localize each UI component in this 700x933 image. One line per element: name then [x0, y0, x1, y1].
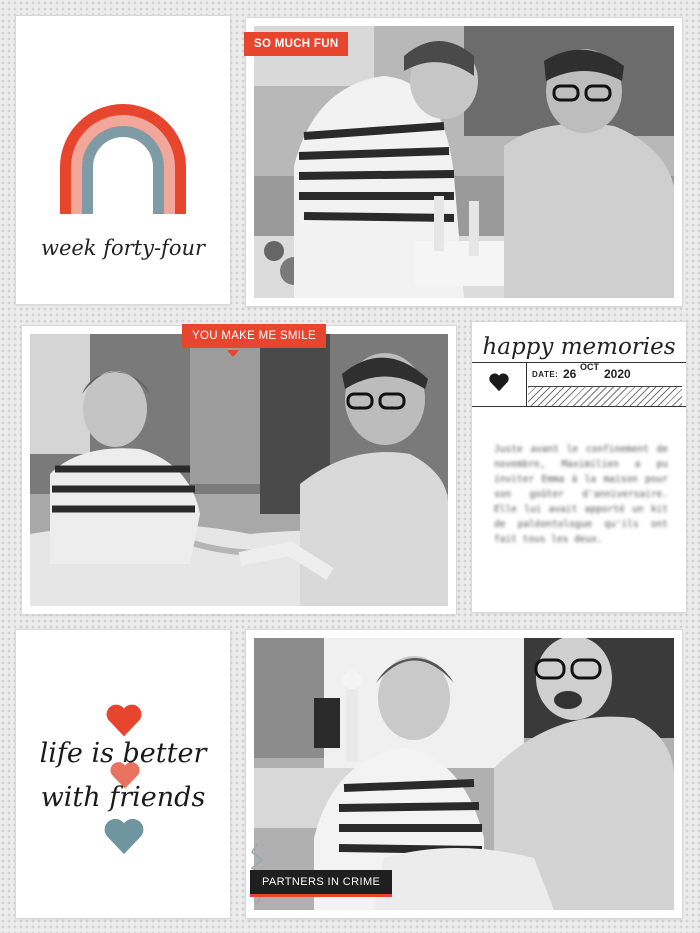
journal-card [472, 322, 686, 612]
photo-bottom [246, 630, 682, 918]
quote-card [16, 630, 230, 918]
photo-middle-label-pointer [227, 350, 239, 357]
date-day: 26 [563, 367, 577, 381]
photo-top-label: SO MUCH FUN [244, 32, 348, 56]
photo-middle-image [30, 334, 448, 606]
heart-icon-red [104, 702, 144, 738]
heart-icon [488, 372, 510, 392]
photo-bottom-label: PARTNERS IN CRIME [250, 870, 392, 894]
quote-line-1: life is better [39, 738, 207, 769]
heart-icon-blue [102, 816, 146, 856]
quote-line-2: with friends [40, 782, 206, 813]
journal-divider-top [472, 362, 686, 363]
date-year: 2020 [604, 367, 631, 381]
week-card [16, 16, 230, 304]
photo-middle-label: YOU MAKE ME SMILE [182, 324, 326, 348]
rainbow-icon [60, 104, 186, 214]
journal-title: happy memories [482, 334, 676, 360]
journal-divider-bottom [472, 406, 686, 407]
photo-top [246, 18, 682, 306]
week-title: week forty-four [40, 236, 206, 260]
date-month: OCT [580, 362, 599, 372]
date-divider [526, 362, 527, 406]
date-label: DATE: [532, 370, 559, 379]
hatch-pattern [528, 386, 682, 407]
photo-middle [22, 326, 456, 614]
photo-top-image [254, 26, 674, 298]
journal-text: Juste avant le confinement de novembre, Maximilien a pu inviter Emma à la maison pour son goûter d'anniversaire. Elle lui avait apporté un kit de paléontologue qu'ils ont fait tous les deux. [494, 444, 668, 545]
